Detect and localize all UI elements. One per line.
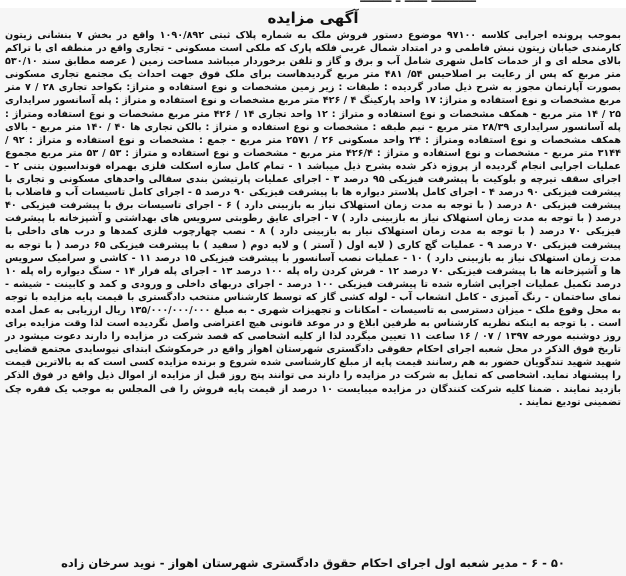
notice-body: بموجب پرونده اجرایی کلاسه ۹۷۱۰۰ موضوع دستور فروش ملک به شماره پلاک ثبتی ۱۰۹۰/۸۹۲ واقع در بخش ۷ بنشانی زیتون کارمندی خیابان زیتون نبش فاطمی و در امتداد شمال غربی فلکه پارک که ملکی است مسکونی - تجاری واقع در منطقه ای با تراکم بالای محله ای و از خدمات کامل شهری شامل آب و برق و گاز و تلفن برخوردار میباشد مساحت زمین ( عرصه مطابق سند ۵۳۰/۱۰ متر مربع که پس از رعایت بر اصلاحیس ۵۴/ ۴۸۱ متر مربع گردیدهاست برای ملک فوق جهت احداث یک مجتمع تجاری مسکونی بصورت آپارتمان مجوز به شرح ذیل صادر گردیده : طبقات : زیر زمین مشخصات و نوع استفاده و متراژ: بکواحد تجاری ۲۸ / ۷ متر مربع مشخصات و نوع استفاده و متراژ: ۱۷ واحد پارکینگ ۴ / ۴۲۶ متر مربع مشخصات و نوع استفاده و متراژ : پله آسانسور سرایداری ۲۵ / ۱۴ متر مربع - همکف مشخصات و نوع استفاده و متراژ : ۱۲ واحد تجاری ۱۴ / ۴۲۶ متر مربع مشخصات و نوع استفاده ومتراژ : پله آسانسور سرایداری ۲۸/۳۹ متر مربع - نیم طبقه : مشخصات و نوع استفاده و متراژ : بالکن تجاری ها ۴۰ / ۱۴۰ متر مربع - بالای همکف مشخصات و نوع استفاده ومتراژ : ۲۴ واحد مسکونی ۲۶ / ۲۵۷۱ متر مربع - جمع : مشخصات و نوع استفاده و متراژ : ۹۲ / ۳۱۴۴ متر مربع - مشخصات و نوع استفاده و متراژ : ۴۲۶/۴ متر مربع - مشخصات و نوع استفاده و متراژ : ۵۳ / ۵۳ متر مربع مجموع عملیات اجرایی انجام گردیده از پروژه ذکر شده بشرح ذیل میباشد ۱ - تمام کامل سازه اسکلت فلزی بهمراه فونداسیون بتنی ۲ - اجرای سقف تیرچه و بلوکیت با پیشرفت فیزیکی ۹۵ درصد ۳ - اجرای عملیات پارتیشن بندی سفالی واحدهای مسکونی و تجاری با پیشرفت فیزیکی ۹۰ درصد ۴ - اجرای کامل پلاستر دیواره ها با پیشرفت فیزیکی ۹۰ درصد ۵ - اجرای کامل تاسیسات آب و فاضلاب با پیشرفت فیزیکی ۸۰ درصد ( با توجه به مدت زمان استهلاک نیاز به بازبینی دارد ) ۶ - اجرای تاسیسات برق با پیشرفت فیزیکی ۴۰ درصد ( با توجه به مدت زمان استهلاک نیاز به بازبینی دارد ) ۷ - اجرای عایق رطوبتی سرویس های بهداشتی و آشپزخانه با پیشرفت فیزیکی ۷۰ درصد ( با توجه به مدت زمان استهلاک نیاز به بازبینی دارد ) ۸ - نصب چهارچوب فلزی کمدها و درب های داخلی با پیشرفت فیزیکی ۷۰ درصد ۹ - عملیات گچ کاری ( لایه اول ( آستر ) و لایه دوم ( سفید ) با پیشرفت فیزیکی ۶۵ درصد ( با توجه به مدت زمان استهلاک نیاز به بازبینی دارد ) ۱۰ - عملیات نصب آسانسور با پیشرفت فیزیکی ۱۵ درصد ۱۱ - کاشی و سرامیک سرویس ها و آشپزخانه ها با پیشرفت فیزیکی ۷۰ درصد ۱۲ - فرش کردن راه پله ۱۰۰ درصد ۱۳ - اجرای پله فرار ۱۴ - سنگ دیواره راه پله ۱۰ درصد تکمیل عملیات اجرایی اشاره شده تا پیشرفت فیزیکی ۱۰۰ درصد - اجرای دربهای داخلی و ورودی و کمد و کابینت - شیشه - نمای ساختمان - رنگ آمیزی - کامل انشعاب آب - لوله کشی گاز که توسط کارشناس منتخب دادگستری با قیمت پایه مزایده با توجه به محل وقوع ملک - میزان دسترسی به تاسیسات - امکانات و تجهیزات شهری - به مبلغ ۱۳۵/۰۰۰/۰۰۰/۰۰۰ ریال ارزیابی به عمل امده است . با توجه به اینکه نظریه کارشناس به طرفین ابلاغ و در موعد قانونی هیچ اعتراضی واصل نگردیده است لذا وقت مزایده برای روز دوشنبه مورخه ۱۳۹۷ / ۰۷ / ۱۶ ساعت ۱۱ تعیین میگردد لذا از کلیه اشخاصی که قصد شرکت در مزایده را دارند دعوت میشود در تاریخ فوق الذکر در محل شعبه اجرای احکام حقوقی دادگستری شهرستان اهواز واقع در خرمکوشک ابتدای نیوسایدی مجتمع قضایی شهید شهید تندگویان حضور به هم رسانند قیمت پایه از مبلغ کارشناسی شده شروع و برنده مزایده کسی است که به بالاترین قیمت را پیشنهاد نماید. اشخاصی که تمایل به شرکت در مزایده را دارند می توانند پنج روز قبل از مزایده از اموال ذیل واقع در فوق الذکر بازدید نمایند . ضمنا کلیه شرکت کنندگان در مزایده میبایست ۱۰ درصد از قیمت پایه فروش را فی المجلس به موجب یک فقره چک تضمینی تودیع نمایند . (5, 30, 622, 408)
notice-header (0, 8, 626, 28)
notice-title: آگهی مزایده (267, 9, 359, 27)
signature-line: ۵۰ - ۶ - مدیر شعبه اول اجرای احکام حقوق دادگستری شهرستان اهواز - نوید سرخان زاده (61, 556, 565, 570)
cropped-heading-fragment (360, 0, 476, 6)
notice-footer (0, 552, 626, 574)
top-cropped-strip (0, 0, 626, 8)
